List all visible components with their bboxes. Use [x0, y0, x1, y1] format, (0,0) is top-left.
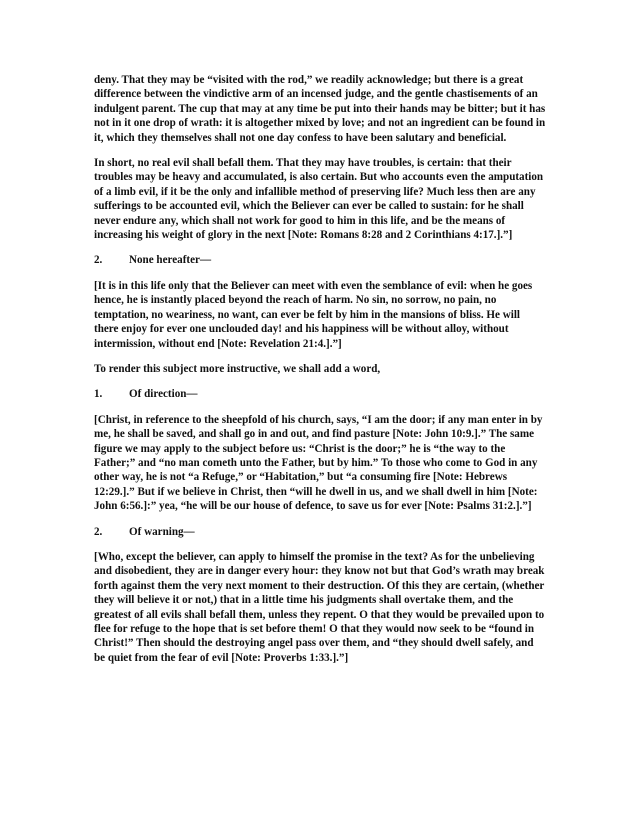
heading-number: 1.: [94, 388, 103, 401]
paragraph-render-subject-instructive: To render this subject more instructive, we shall add a word,: [94, 362, 381, 375]
heading-label: Of direction—: [129, 388, 198, 401]
paragraph-visited-with-the-rod: deny. That they may be “visited with the rod,” we readily acknowledge; but there is a great difference between the vindictive arm of an incensed judge, and the gentle chastisements of an indulgent parent. The cup that may at any time be put into their hands may be bitter; but it has not in it one drop of wrath: it is altogether mixed by love; and not an ingredient can be found in it, which they themselves shall not one day confess to have been salutary and beneficial.: [94, 74, 546, 144]
heading-number: 2.: [94, 254, 103, 267]
heading-of-direction: [94, 387, 546, 401]
paragraph-christ-the-door: [Christ, in reference to the sheepfold of his church, says, “I am the door; if any man enter in by me, he shall be saved, and shall go in and out, and find pasture [Note: John 10:9.].” The same figure we may apply to the subject before us: “Christ is the door;” he is “the way to the Father;” and “no man cometh unto the Father, but by him.” To those who come to God in any other way, he is not “a Refuge,” or “Habitation,” but “a consuming fire [Note: Hebrews 12:29.].” But if we believe in Christ, then “will he dwell in us, and we shall dwell in him [Note: John 6:56.]:” yea, “he will be our house of defence, to save us for ever [Note: Psalms 31:2.].”]: [94, 413, 543, 513]
document-body: [94, 73, 546, 676]
heading-number: 2.: [94, 525, 103, 538]
heading-label: None hereafter—: [129, 254, 212, 267]
paragraph-semblance-of-evil: [It is in this life only that the Believer can meet with even the semblance of evil: when he goes hence, he is instantly placed beyond the reach of harm. No sin, no sorrow, no pain, no temptation, no weariness, no want, can ever be felt by him in the mansions of bliss. He will there enjoy for ever one unclouded day! and his happiness will be without alloy, without intermission, without end [Note: Revelation 21:4.].”]: [94, 279, 533, 350]
heading-of-warning: [94, 525, 546, 539]
paragraph-except-the-believer: [Who, except the believer, can apply to himself the promise in the text? As for the unbelieving and disobedient, they are in danger every hour: they know not but that God’s wrath may break forth against them the very next moment to their destruction. Of this they are certain, (whether they will believe it or not,) that in a little time his judgments shall overtake them, and the greatest of all evils shall befall them, unless they repent. O that they would be prevailed upon to flee for refuge to the hope that is set before them! O that they would now seek to be “found in Christ!” Then should the destroying angel pass over them, and “they should dwell safely, and be quiet from the fear of evil [Note: Proverbs 1:33.].”]: [94, 550, 545, 664]
heading-none-hereafter: [94, 253, 546, 267]
paragraph-no-real-evil: In short, no real evil shall befall them. That they may have troubles, is certain: that their troubles may be heavy and accumulated, is also certain. But who accounts even the amputation of a limb evil, if it be the only and infallible method of preserving life? Much less then are any sufferings to be accounted evil, which the Believer can ever be called to sustain: for he shall never endure any, which shall not work for good to him in this life, and be the means of increasing his weight of glory in the next [Note: Romans 8:28 and 2 Corinthians 4:17.].”]: [94, 157, 544, 242]
heading-label: Of warning—: [129, 525, 195, 538]
